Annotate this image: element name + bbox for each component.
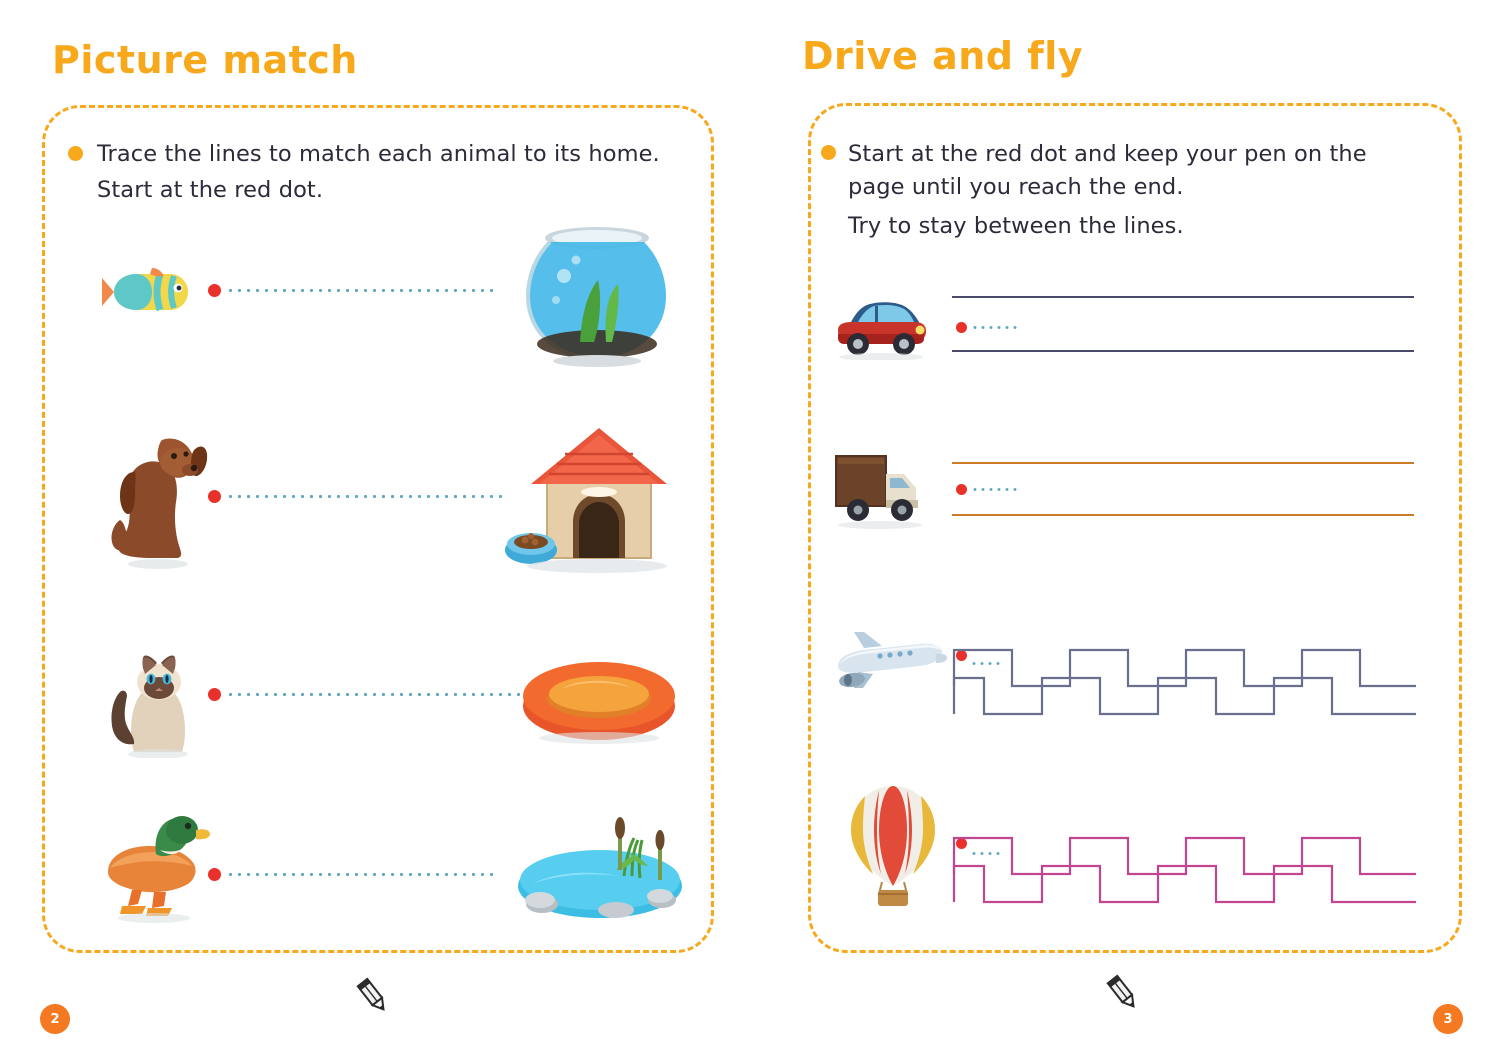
trace-guide-bottom[interactable] xyxy=(952,350,1414,352)
start-dot xyxy=(208,688,221,701)
instruction-line-3: Try to stay between the lines. xyxy=(848,213,1184,239)
bullet-icon xyxy=(821,145,836,160)
duck-illustration xyxy=(96,812,212,928)
page-number-right: 3 xyxy=(1433,1004,1463,1034)
start-dot xyxy=(208,868,221,881)
instruction-line-2: page until you reach the end. xyxy=(848,174,1184,200)
truck-illustration xyxy=(834,452,930,534)
car-illustration xyxy=(832,290,930,364)
trace-guide-top[interactable] xyxy=(952,296,1414,298)
start-dot xyxy=(208,284,221,297)
instruction-line-1: Trace the lines to match each animal to its home. xyxy=(97,141,660,167)
page-title-right: Drive and fly xyxy=(802,34,1084,78)
pencil-icon xyxy=(352,975,394,1021)
instruction-line-2: Start at the red dot. xyxy=(97,177,324,203)
trace-line[interactable] xyxy=(226,873,498,876)
dog-illustration xyxy=(98,420,208,576)
square-wave-guide-airplane[interactable] xyxy=(950,628,1420,718)
pencil-icon xyxy=(1102,972,1144,1018)
start-dot xyxy=(208,490,221,503)
start-dots xyxy=(971,326,1021,329)
hot-air-balloon-illustration xyxy=(844,782,942,912)
start-dots xyxy=(971,488,1019,491)
start-dot xyxy=(956,484,967,495)
fishbowl-illustration xyxy=(518,216,676,372)
trace-line[interactable] xyxy=(226,495,506,498)
cat-illustration xyxy=(104,648,204,762)
trace-line[interactable] xyxy=(226,693,522,696)
square-wave-guide-balloon[interactable] xyxy=(950,816,1420,906)
trace-guide-top[interactable] xyxy=(952,462,1414,464)
airplane-illustration xyxy=(828,628,948,706)
dog-house-illustration xyxy=(505,418,683,580)
instruction-line-1: Start at the red dot and keep your pen on the xyxy=(848,141,1367,167)
trace-line[interactable] xyxy=(226,289,494,292)
trace-guide-bottom[interactable] xyxy=(952,514,1414,516)
page-title-left: Picture match xyxy=(52,38,358,82)
page-number-left: 2 xyxy=(40,1004,70,1034)
pet-bed-illustration xyxy=(520,650,678,748)
fish-illustration xyxy=(100,252,192,336)
right-page xyxy=(750,0,1500,1061)
start-dot xyxy=(956,322,967,333)
bullet-icon xyxy=(68,146,83,161)
pond-illustration xyxy=(512,800,688,928)
